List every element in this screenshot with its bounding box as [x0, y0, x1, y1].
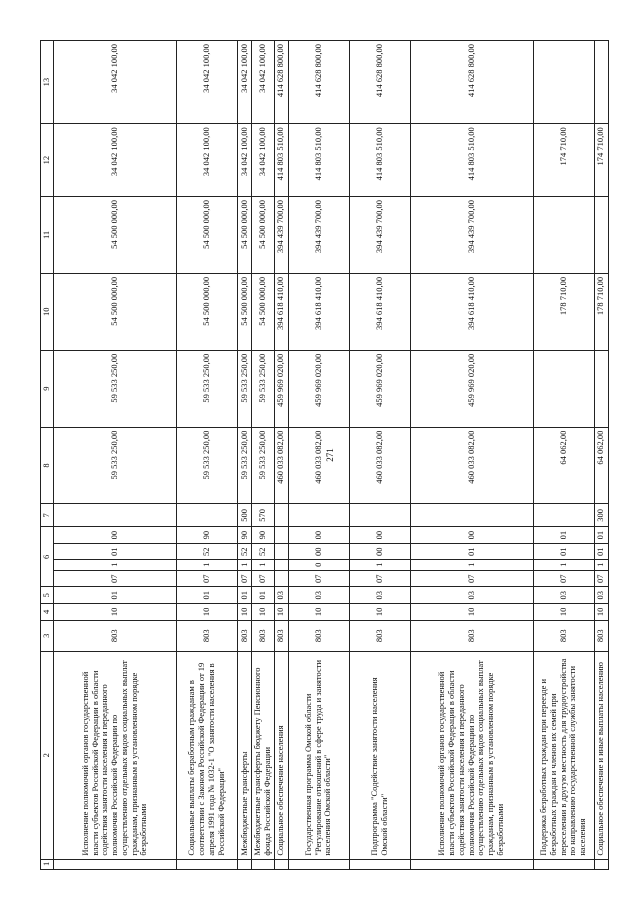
cell-c4: 10 [177, 604, 238, 621]
cell-c8: 59 533 250,00 [252, 427, 275, 504]
cell-c10: 394 618 410,00 [410, 273, 533, 350]
cell-name: Поддержка безработных граждан при переезде и безработных граждан и членов их семей при переселении в другую местность для трудоустройства по направлению государственной службы занятости населения [533, 651, 594, 859]
cell-c13: 414 628 800,00 [410, 41, 533, 124]
cell-blank [533, 859, 594, 869]
cell-c9 [594, 350, 608, 427]
cell-c8: 59 533 250,00 [177, 427, 238, 504]
cell-c13: 34 042 100,00 [54, 41, 177, 124]
cell-c5: 03 [288, 587, 349, 604]
cell-c7 [533, 504, 594, 527]
cell-c12: 414 803 510,00 [288, 124, 349, 197]
cell-c13: 414 628 800,00 [288, 41, 349, 124]
cell-c12: 34 042 100,00 [252, 124, 275, 197]
cell-c12: 414 803 510,00 [410, 124, 533, 197]
cell-c8: 64 062,00 [533, 427, 594, 504]
header-cell: 4 [41, 604, 54, 621]
header-cell: 12 [41, 124, 54, 197]
cell-c6d: 00 [54, 527, 177, 544]
cell-c6a: 07 [252, 570, 275, 587]
cell-c8: 460 033 082,00 [349, 427, 410, 504]
cell-blank [349, 859, 410, 869]
table-row [288, 41, 349, 870]
cell-c5: 03 [533, 587, 594, 604]
cell-c12: 174 710,00 [533, 124, 594, 197]
cell-c6d: 90 [177, 527, 238, 544]
cell-c6c: 52 [238, 543, 252, 560]
cell-c12: 414 803 510,00 [274, 124, 288, 197]
cell-c3: 803 [177, 620, 238, 651]
cell-c6b: 1 [238, 560, 252, 570]
cell-c8: 460 033 082,00 [274, 427, 288, 504]
cell-name: Межбюджетные трансферты [238, 651, 252, 859]
cell-name: Социальное обеспечение населения [274, 651, 288, 859]
page-number: 271 [325, 448, 335, 462]
cell-c4: 10 [410, 604, 533, 621]
cell-c7: 500 [238, 504, 252, 527]
cell-c11: 394 439 700,00 [349, 197, 410, 274]
cell-c6c: 01 [594, 543, 608, 560]
cell-c10: 394 618 410,00 [274, 273, 288, 350]
cell-c12: 34 042 100,00 [54, 124, 177, 197]
cell-c3: 803 [533, 620, 594, 651]
table-row [594, 41, 608, 870]
cell-c6a [274, 570, 288, 587]
cell-c6a: 07 [533, 570, 594, 587]
cell-c3: 803 [349, 620, 410, 651]
cell-c6b: 1 [349, 560, 410, 570]
cell-c4: 10 [288, 604, 349, 621]
header-cell: 3 [41, 620, 54, 651]
cell-c13: 34 042 100,00 [177, 41, 238, 124]
cell-c13 [594, 41, 608, 124]
cell-c5: 01 [177, 587, 238, 604]
cell-c6a: 07 [288, 570, 349, 587]
cell-c6a: 07 [594, 570, 608, 587]
cell-c6a: 07 [349, 570, 410, 587]
cell-c6d: 01 [533, 527, 594, 544]
table-row [349, 41, 410, 870]
budget-table [40, 40, 609, 870]
cell-c9: 459 969 020,00 [349, 350, 410, 427]
cell-c6b: 1 [533, 560, 594, 570]
header-cell: 13 [41, 41, 54, 124]
table-row [177, 41, 238, 870]
table-body [54, 41, 609, 870]
cell-blank [238, 859, 252, 869]
header-cell: 8 [41, 427, 54, 504]
cell-c5: 03 [274, 587, 288, 604]
cell-c3: 803 [252, 620, 275, 651]
cell-c8: 460 033 082,00 [410, 427, 533, 504]
cell-c10: 54 500 000,00 [177, 273, 238, 350]
cell-c7 [177, 504, 238, 527]
cell-blank [54, 859, 177, 869]
cell-c6d: 00 [349, 527, 410, 544]
cell-c11: 54 500 000,00 [238, 197, 252, 274]
cell-c6a: 07 [54, 570, 177, 587]
cell-c10: 54 500 000,00 [238, 273, 252, 350]
cell-name: Социальное обеспечение и иные выплаты населению [594, 651, 608, 859]
cell-c13: 414 628 800,00 [349, 41, 410, 124]
cell-c6d: 00 [288, 527, 349, 544]
cell-c11 [594, 197, 608, 274]
table-row [274, 41, 288, 870]
cell-c4: 10 [252, 604, 275, 621]
cell-c6b: 1 [410, 560, 533, 570]
cell-c6c: 01 [54, 543, 177, 560]
cell-c5: 01 [54, 587, 177, 604]
header-cell: 1 [41, 859, 54, 869]
cell-c7: 300 [594, 504, 608, 527]
cell-c13: 34 042 100,00 [252, 41, 275, 124]
cell-name: Исполнение полномочий органов государственной власти субъектов Российской Федерации в области содействия занятости населения и переданного полномочия Российской Федерации по осуществлению отдельных видов социальных выплат гражданам, признанным в установленном порядке безработными [54, 651, 177, 859]
table-row [410, 41, 533, 870]
header-cell: 11 [41, 197, 54, 274]
cell-c6d: 90 [252, 527, 275, 544]
cell-name: Социальные выплаты безработным гражданам в соответствии с Законом Российской Федерации от 19 апреля 1991 года № 1032-1 "О занятости населения в Российской Федерации" [177, 651, 238, 859]
cell-c4: 10 [238, 604, 252, 621]
cell-c11: 394 439 700,00 [288, 197, 349, 274]
cell-c3: 803 [410, 620, 533, 651]
cell-c4: 10 [54, 604, 177, 621]
cell-c11: 394 439 700,00 [410, 197, 533, 274]
cell-blank [410, 859, 533, 869]
cell-c6b: 1 [177, 560, 238, 570]
cell-c6c: 01 [410, 543, 533, 560]
cell-c5: 01 [238, 587, 252, 604]
cell-c8: 59 533 250,00 [238, 427, 252, 504]
cell-c6b [274, 560, 288, 570]
cell-c5: 03 [349, 587, 410, 604]
cell-c11 [533, 197, 594, 274]
cell-c10: 54 500 000,00 [252, 273, 275, 350]
cell-c6b: 1 [54, 560, 177, 570]
cell-c7: 570 [252, 504, 275, 527]
cell-c13: 34 042 100,00 [238, 41, 252, 124]
cell-c6d: 00 [410, 527, 533, 544]
cell-c11: 54 500 000,00 [54, 197, 177, 274]
cell-c9: 59 533 250,00 [252, 350, 275, 427]
header-cell: 7 [41, 504, 54, 527]
table-row [252, 41, 275, 870]
cell-c6b: 0 [288, 560, 349, 570]
cell-name: Межбюджетные трансферты бюджету Пенсионного фонда Российской Федерации [252, 651, 275, 859]
cell-c3: 803 [238, 620, 252, 651]
cell-c6b: 1 [594, 560, 608, 570]
cell-c13: 414 628 800,00 [274, 41, 288, 124]
cell-c4: 10 [594, 604, 608, 621]
cell-c7 [349, 504, 410, 527]
cell-name: Подпрограмма "Содействие занятости населения Омской области" [349, 651, 410, 859]
cell-c12: 174 710,00 [594, 124, 608, 197]
cell-c11: 394 439 700,00 [274, 197, 288, 274]
header-cell: 6 [41, 527, 54, 587]
header-cell: 10 [41, 273, 54, 350]
cell-c12: 414 803 510,00 [349, 124, 410, 197]
cell-c8: 59 533 250,00 [54, 427, 177, 504]
header-cell: 5 [41, 587, 54, 604]
cell-blank [594, 859, 608, 869]
table-row [533, 41, 594, 870]
cell-c3: 803 [594, 620, 608, 651]
cell-c9: 459 969 020,00 [274, 350, 288, 427]
header-cell: 2 [41, 651, 54, 859]
header-cell: 9 [41, 350, 54, 427]
cell-c6a: 07 [238, 570, 252, 587]
table-row [54, 41, 177, 870]
cell-c10: 394 618 410,00 [349, 273, 410, 350]
cell-c10: 394 618 410,00 [288, 273, 349, 350]
cell-c6c: 00 [349, 543, 410, 560]
cell-c4: 10 [533, 604, 594, 621]
cell-c7 [54, 504, 177, 527]
cell-c12: 34 042 100,00 [238, 124, 252, 197]
cell-c10: 54 500 000,00 [54, 273, 177, 350]
cell-c7 [410, 504, 533, 527]
cell-c5: 03 [410, 587, 533, 604]
cell-c3: 803 [274, 620, 288, 651]
cell-c6b: 1 [252, 560, 275, 570]
cell-c4: 10 [349, 604, 410, 621]
cell-c8: 64 062,00 [594, 427, 608, 504]
cell-c8: 460 033 082,00 [288, 427, 349, 504]
cell-c6c: 00 [288, 543, 349, 560]
cell-blank [274, 859, 288, 869]
cell-c6a: 07 [410, 570, 533, 587]
cell-c3: 803 [288, 620, 349, 651]
cell-c9 [533, 350, 594, 427]
cell-c9: 59 533 250,00 [54, 350, 177, 427]
cell-c11: 54 500 000,00 [252, 197, 275, 274]
cell-c12: 34 042 100,00 [177, 124, 238, 197]
cell-name: Государственная программа Омской области "Регулирование отношений в сфере труда и занятости населения Омской области" [288, 651, 349, 859]
cell-c6c: 52 [252, 543, 275, 560]
cell-c6c: 52 [177, 543, 238, 560]
cell-c5: 03 [594, 587, 608, 604]
cell-blank [177, 859, 238, 869]
cell-c7 [274, 504, 288, 527]
cell-c10: 178 710,00 [533, 273, 594, 350]
header-row [41, 41, 54, 870]
cell-c9: 59 533 250,00 [238, 350, 252, 427]
cell-c9: 459 969 020,00 [410, 350, 533, 427]
cell-c11: 54 500 000,00 [177, 197, 238, 274]
cell-c6a: 07 [177, 570, 238, 587]
cell-c3: 803 [54, 620, 177, 651]
cell-c7 [288, 504, 349, 527]
cell-c9: 59 533 250,00 [177, 350, 238, 427]
budget-table-sheet [40, 40, 640, 870]
cell-c6d: 01 [594, 527, 608, 544]
table-row [238, 41, 252, 870]
cell-name: Исполнение полномочий органов государственной власти субъектов Российской Федерации в области содействия занятости населения и переданного полномочия Российской Федерации по осуществлению отдельных видов социальных выплат гражданам, признанным в установленном порядке безработными [410, 651, 533, 859]
cell-c10: 178 710,00 [594, 273, 608, 350]
cell-c6c: 01 [533, 543, 594, 560]
cell-c6d [274, 527, 288, 544]
cell-blank [252, 859, 275, 869]
cell-c5: 01 [252, 587, 275, 604]
cell-c6c [274, 543, 288, 560]
cell-blank [288, 859, 349, 869]
cell-c6d: 90 [238, 527, 252, 544]
cell-c9: 459 969 020,00 [288, 350, 349, 427]
cell-c4: 10 [274, 604, 288, 621]
cell-c13 [533, 41, 594, 124]
